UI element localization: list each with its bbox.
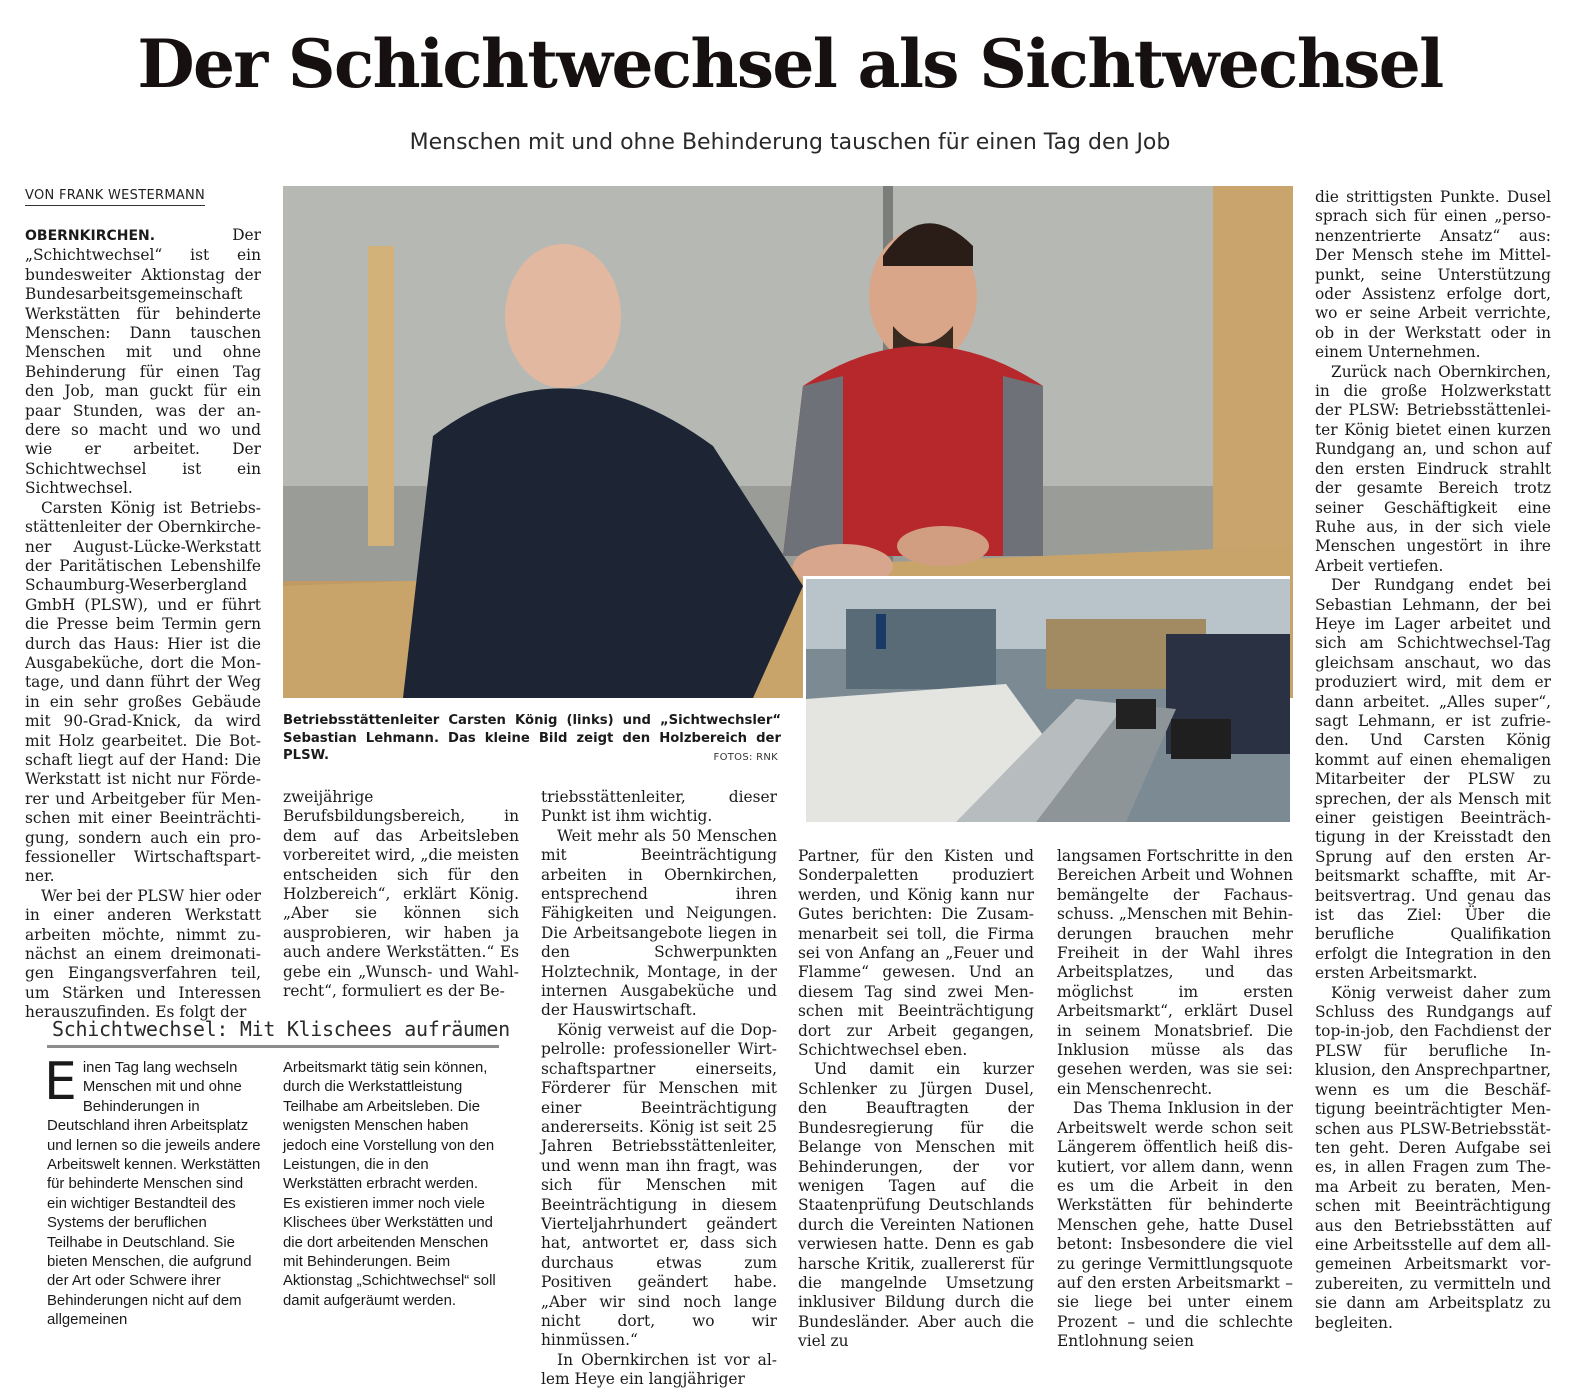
article-column-3	[541, 788, 777, 1390]
subheadline: Menschen mit und ohne Behinderung tauschen für einen Tag den Job	[409, 130, 1171, 155]
paragraph: Und damit ein kurzer Schlenker zu Jürgen Dusel, den Beauftragten der Bundesregierung für die Belange von Menschen mit Behinderungen, der vor wenigen Tagen auf die Staatenprüfung Deutschlands durch die Vereinten Nationen verwiesen hatte. Denn es gab harsche Kritik, zuallererst für die mangelnde Umsetzung inklusiver Bildung durch die Bundesländer. Aber auch die viel zu	[798, 1060, 1034, 1351]
sidebar-column-2	[283, 1059, 499, 1311]
article-column-5	[1057, 847, 1293, 1352]
paragraph: Zurück nach Obernkirchen, in die große Holzwerkstatt der PLSW: Betriebsstättenleiter König bietet einen kurzen Rundgang an, und schon auf den ersten Eindruck strahlt der gesamte Bereich trotz seiner Geschäftigkeit eine Ruhe aus, in der sich viele Menschen ungestört in ihre Arbeit vertiefen.	[1315, 362, 1551, 575]
paragraph: zweijährige Berufsbildungsbereich, in dem auf das Arbeitsleben vorbereitet wird, „die meisten entscheiden sich für den Holzbereich“, erklärt König. „Aber sie können sich ausprobieren, wir haben ja auch andere Werkstätten.“ Es gebe ein „Wunsch- und Wahlrecht“, formuliert es der Be-	[283, 788, 519, 1001]
sidebar-divider	[47, 1045, 499, 1048]
photo-wood-workshop-image	[806, 579, 1290, 822]
paragraph: Carsten König ist Betriebsstättenleiter der Obernkirchener August-Lücke-Werkstatt der Paritätischen Lebenshilfe Schaumburg-Weserbergland GmbH (PLSW), und er führt die Presse beim Termin gern durch das Haus: Hier ist die Ausgabeküche, dort die Montage, und dann führt der Weg in ein sehr großes Gebäude mit 90-Grad-Knick, da wird mit Holz gearbeitet. Die Botschaft liegt auf der Hand: Die Werkstatt ist nicht nur Förderer und Arbeitgeber für Menschen mit einer Beeinträchtigung, sondern auch ein professioneller Wirtschaftspartner.	[25, 498, 261, 886]
article-column-1	[25, 226, 261, 1023]
byline: VON FRANK WESTERMANN	[25, 188, 205, 206]
paragraph-text: Der „Schichtwechsel“ ist ein bundesweiter Aktionstag der Bundesarbeitsgemeinschaft Werkstätten für behinderte Menschen: Dann tauschen Menschen mit und ohne Behinderung für einen Tag den Job, man guckt für ein paar Stunden, was der andere so macht und wo und wie er arbeitet. Der Schichtwechsel ist ein Sichtwechsel.	[25, 226, 261, 498]
photo-caption: Betriebsstättenleiter Carsten König (links) und „Sichtwechsler“ Sebastian Lehmann. Das kleine Bild zeigt den Holzbereich der PLSW.	[283, 713, 781, 763]
headline: Der Schichtwechsel als Sichtwechsel	[137, 25, 1443, 103]
article-column-4	[798, 847, 1034, 1352]
paragraph	[25, 226, 261, 499]
paragraph: König verweist daher zum Schluss des Rundgangs auf top-in-job, den Fachdienst der PLSW für berufliche Inklusion, den Ansprechpartner, wenn es um die Beschäftigung beeinträchtigter Menschen aus PLSW-Betriebsstätten geht. Deren Aufgabe sei es, in allen Fragen zum Thema Arbeit zu beraten, Menschen mit Beeinträchtigung aus den Betriebsstätten auf eine Arbeitsstelle auf dem allgemeinen Arbeitsmarkt vorzubereiten, zu vermitteln und sie dann am Arbeitsplatz zu begleiten.	[1315, 983, 1551, 1332]
paragraph: Wer bei der PLSW hier oder in einer anderen Werkstatt arbeiten möchte, nimmt zunächst an einem dreimonatigen Eingangsverfahren teil, um Stärken und Interessen herauszufinden. Es folgt der	[25, 886, 261, 1022]
article-column-2	[283, 788, 519, 1001]
photo-credit: FOTOS: RNK	[713, 752, 778, 763]
paragraph: In Obernkirchen ist vor allem Heye ein langjähriger	[541, 1350, 777, 1389]
paragraph: langsamen Fortschritte in den Bereichen Arbeit und Wohnen bemängelte der Fachausschuss. „Menschen mit Behinderungen brauchen mehr Freiheit in der Wahl ihres Arbeitsplatzes, und das möglichst im ersten Arbeitsmarkt“, erklärt Dusel in seinem Monatsbrief. Die Inklusion müsse als das gesehen werden, was sie sei: ein Menschenrecht.	[1057, 847, 1293, 1098]
paragraph: König verweist auf die Doppelrolle: professioneller Wirtschaftspartner einerseits, Förderer für Menschen mit einer Beeinträchtigung andererseits. König ist seit 25 Jahren Betriebsstättenleiter, und wenn man ihn fragt, was sich für Menschen mit Beeinträchtigung in diesem Vierteljahrhundert geändert hat, antwortet er, dass sich durchaus etwas zum Positiven geändert habe. „Aber wir sind noch lange nicht dort, wo wir hinmüssen.“	[541, 1020, 777, 1350]
sidebar-text: inen Tag lang wechseln Menschen mit und ohne Behinderungen in Deutschland ihren Arbeitsplatz und lernen so die jeweils andere Arbeitswelt kennen. Werkstätten für behinderte Menschen sind ein wichtiger Bestandteil des Systems der beruflichen Teilhabe in Deutschland. Sie bieten Menschen, die aufgrund der Art oder Schwere ihrer Behinderungen nicht auf dem allgemeinen	[47, 1060, 261, 1329]
sidebar-title: Schichtwechsel: Mit Klischees aufräumen	[52, 1017, 510, 1041]
drop-cap: E	[44, 1052, 77, 1112]
paragraph: Das Thema Inklusion in der Arbeitswelt werde schon seit Längerem öffentlich heiß diskutiert, vor allem dann, wenn es um die Arbeit in den Werkstätten für behinderte Menschen gehe, hatte Dusel betont: Insbesondere die viel zu geringe Vermittlungsquote auf den ersten Arbeitsmarkt – sie liege bei unter einem Prozent – und die schlechte Entlohnung seien	[1057, 1099, 1293, 1351]
paragraph: triebsstättenleiter, dieser Punkt ist ihm wichtig.	[541, 788, 777, 826]
small-photo	[803, 576, 1290, 822]
sidebar-paragraph: Arbeitsmarkt tätig sein können, durch die Werkstattleistung Teilhabe am Arbeitsleben. Die wenigsten Menschen haben jedoch eine Vorstellung von den Leistungen, die in den Werkstätten erbracht werden. Es existieren immer noch viele Klischees über Werkstätten und die dort arbeitenden Menschen mit Behinderungen. Beim Aktionstag „Schichtwechsel“ soll damit aufgeräumt werden.	[283, 1060, 496, 1309]
paragraph: Weit mehr als 50 Menschen mit Beeinträchtigung arbeiten in Obernkirchen, entsprechend ihren Fähigkeiten und Neigungen. Die Arbeitsangebote liegen in den Schwerpunkten Holztechnik, Montage, in der internen Ausgabeküche und der Hauswirtschaft.	[541, 826, 777, 1020]
article-column-6	[1315, 188, 1551, 1333]
paragraph: Der Rundgang endet bei Sebastian Lehmann, der bei Heye im Lager arbeitet und sich am Schichtwechsel-Tag gleichsam anschaut, wo das produziert wird, mit dem er dann arbeitet. „Alles super“, sagt Lehmann, er ist zufrieden. Und Carsten König kommt auf einen ehemaligen Mitarbeiter der PLSW zu sprechen, der als Mensch mit einer geistigen Beeinträchtigung in der Kreisstadt den Sprung auf den ersten Arbeitsmarkt schaffte, mit Arbeitsvertrag. Und genau das ist das Ziel: Über die berufliche Qualifikation erfolgt die Integration in den ersten Arbeitsmarkt.	[1315, 576, 1551, 983]
sidebar-paragraph	[44, 1052, 263, 1331]
paragraph: Partner, für den Kisten und Sonderpaletten produziert werden, und König kann nur Gutes berichten: Die Zusammenarbeit sei toll, die Firma sei von Anfang an „Feuer und Flamme“ gewesen. Und an diesem Tag sind zwei Menschen mit Beeinträchtigung dort zur Arbeit gegangen, Schichtwechsel eben.	[798, 847, 1034, 1060]
dateline: OBERNKIRCHEN.	[25, 228, 156, 244]
sidebar-column-1	[44, 1052, 263, 1331]
paragraph: die strittigsten Punkte. Dusel sprach sich für einen „personenzentrierte Ansatz“ aus: Der Mensch stehe im Mittelpunkt, seine Unterstützung oder Assistenz erfolge dort, wo er seine Arbeit verrichte, ob in der Werkstatt oder in einem Unternehmen.	[1315, 188, 1551, 362]
